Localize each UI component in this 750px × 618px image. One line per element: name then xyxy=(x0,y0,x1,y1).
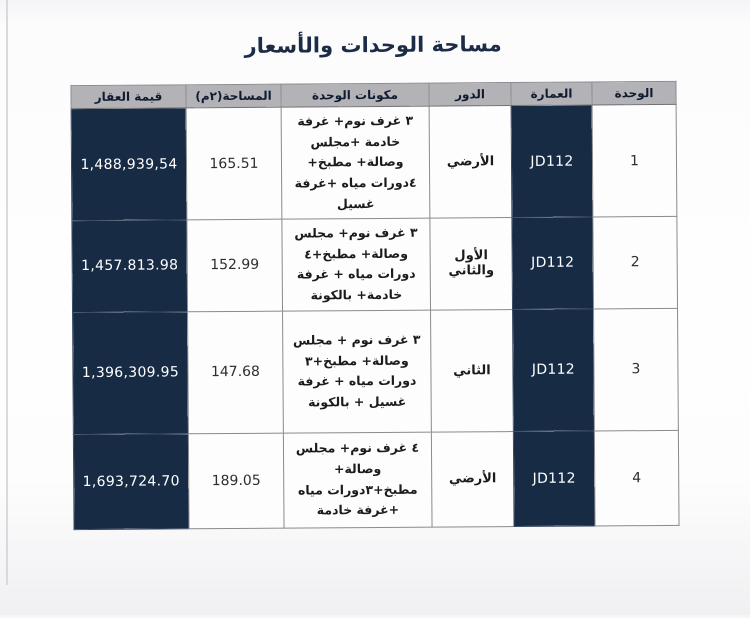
cell-unit: 2 xyxy=(593,217,678,309)
cell-price: 1,457.813.98 xyxy=(72,220,188,312)
cell-floor: الأول والثاني xyxy=(430,218,513,310)
cell-price: 1,488,939,54 xyxy=(71,108,187,221)
column-header-price: قيمة العقار xyxy=(71,85,186,109)
cell-area: 189.05 xyxy=(188,433,284,529)
units-prices-table xyxy=(70,81,679,530)
column-header-components: مكونات الوحدة xyxy=(281,83,429,107)
table-row xyxy=(72,217,678,313)
cell-unit: 3 xyxy=(594,308,679,431)
cell-floor: الثاني xyxy=(431,309,514,432)
cell-area: 147.68 xyxy=(188,311,284,434)
column-header-building: العمارة xyxy=(511,82,592,106)
cell-components: ٤ غرف نوم+ مجلس وصالة+ مطبخ+٣دورات مياه +غرفة خادمة xyxy=(283,432,432,528)
cell-price: 1,396,309.95 xyxy=(73,311,189,434)
column-header-unit: الوحدة xyxy=(592,81,676,105)
cell-components: ٣ غرف نوم+ غرفة خادمة +مجلس وصالة+ مطبخ+ ٤دورات مياه +غرفة غسيل xyxy=(281,106,430,219)
table-row xyxy=(73,430,679,529)
column-header-area: المساحة(٢م) xyxy=(186,84,281,108)
table-row xyxy=(73,308,679,434)
page-title: مساحة الوحدات والأسعار xyxy=(244,32,502,58)
cell-unit: 4 xyxy=(594,430,679,526)
cell-floor: الأرضي xyxy=(431,431,514,527)
table-body xyxy=(71,104,679,529)
cell-building: JD112 xyxy=(511,105,593,218)
table-row xyxy=(71,104,677,220)
cell-components: ٣ غرف نوم+ مجلس وصالة+ مطبخ+٤ دورات مياه + غرفة خادمة+ بالكونة xyxy=(282,218,431,311)
cell-floor: الأرضي xyxy=(429,106,512,219)
cell-building: JD112 xyxy=(513,309,595,432)
cell-building: JD112 xyxy=(513,431,595,527)
column-header-floor: الدور xyxy=(429,83,511,107)
cell-building: JD112 xyxy=(512,217,594,309)
cell-components: ٣ غرف نوم + مجلس وصالة+ مطبخ+٣ دورات مياه + غرفة غسيل + بالكونة xyxy=(283,310,432,433)
cell-area: 165.51 xyxy=(186,107,282,220)
cell-area: 152.99 xyxy=(187,219,283,311)
cell-price: 1,693,724.70 xyxy=(73,433,189,529)
cell-unit: 1 xyxy=(592,104,677,217)
